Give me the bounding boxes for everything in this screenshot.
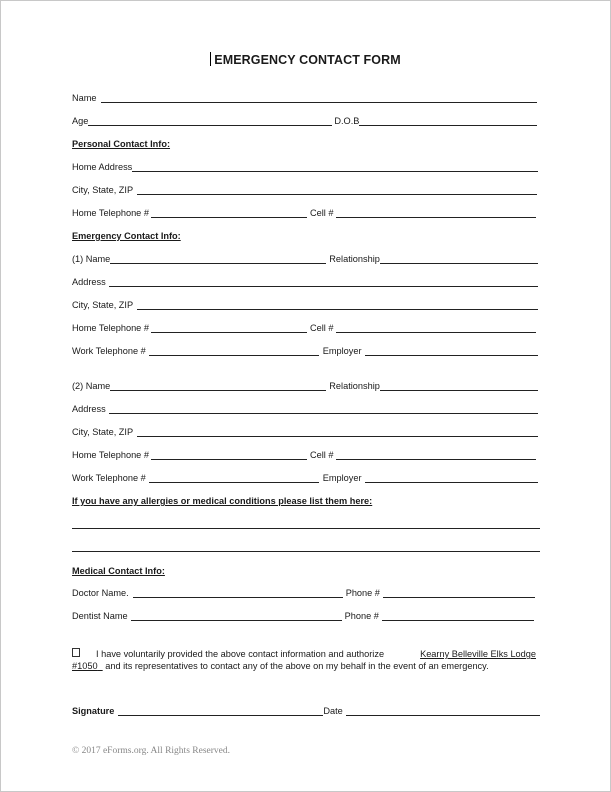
name-field[interactable]: [101, 92, 537, 103]
contact1-work-tel-field[interactable]: [149, 345, 319, 356]
contact2-relationship-field[interactable]: [380, 380, 538, 391]
authorization-org-underline-pad: [98, 661, 103, 671]
authorization-text-line2: [72, 660, 540, 672]
contact2-work-tel-field[interactable]: [149, 472, 319, 483]
emergency-heading: Emergency Contact Info:: [72, 231, 181, 241]
home-tel-field[interactable]: [151, 207, 307, 218]
contact1-relationship-label: Relationship: [329, 254, 380, 264]
contact2-city-field[interactable]: [137, 426, 538, 437]
contact1-cell-label: Cell #: [309, 323, 334, 333]
contact1-relationship-field[interactable]: [380, 253, 538, 264]
home-address-label: Home Address: [72, 162, 133, 172]
home-tel-label: Home Telephone #: [72, 208, 149, 218]
contact1-employer-field[interactable]: [365, 345, 538, 356]
city-label: City, State, ZIP: [72, 185, 134, 195]
authorization-org-line2: #1050: [72, 661, 98, 671]
home-address-row: [72, 159, 540, 173]
contact1-city-label: City, State, ZIP: [72, 300, 134, 310]
dob-field[interactable]: [359, 115, 537, 126]
copyright-footer: © 2017 eForms.org. All Rights Reserved.: [72, 746, 230, 756]
contact2-employer-field[interactable]: [365, 472, 538, 483]
dentist-phone-label: Phone #: [344, 611, 379, 621]
form-title: [0, 52, 611, 67]
contact2-name-row: [72, 378, 540, 392]
allergies-line-1[interactable]: [72, 528, 540, 529]
doctor-label: Doctor Name.: [72, 588, 129, 598]
signature-label: Signature: [72, 706, 115, 716]
contact2-city-row: [72, 424, 540, 438]
medical-heading: Medical Contact Info:: [72, 566, 165, 576]
contact1-name-label: (1) Name: [72, 254, 111, 264]
doctor-phone-field[interactable]: [383, 587, 535, 598]
authorization-text-line1: [96, 648, 536, 660]
authorization-text-after: and its representatives to contact any of the above on my behalf in the event of an emergency.: [105, 661, 489, 671]
cell-field[interactable]: [336, 207, 536, 218]
contact2-relationship-label: Relationship: [329, 381, 380, 391]
age-label: Age: [72, 116, 89, 126]
contact2-phone-row: [72, 447, 540, 461]
contact2-address-label: Address: [72, 404, 106, 414]
contact1-home-tel-label: Home Telephone #: [72, 323, 149, 333]
age-field[interactable]: [88, 115, 332, 126]
contact2-city-label: City, State, ZIP: [72, 427, 134, 437]
contact2-work-tel-label: Work Telephone #: [72, 473, 146, 483]
dentist-field[interactable]: [131, 610, 342, 621]
contact2-cell-label: Cell #: [309, 450, 334, 460]
authorization-checkbox[interactable]: [72, 648, 80, 657]
city-field[interactable]: [137, 184, 537, 195]
allergies-heading: If you have any allergies or medical conditions please list them here:: [72, 496, 373, 506]
age-dob-row: [72, 113, 540, 127]
dentist-phone-field[interactable]: [382, 610, 534, 621]
contact2-name-field[interactable]: [110, 380, 326, 391]
dentist-label: Dentist Name: [72, 611, 128, 621]
contact2-home-tel-label: Home Telephone #: [72, 450, 149, 460]
date-label: Date: [323, 706, 343, 716]
contact1-address-label: Address: [72, 277, 106, 287]
contact1-name-field[interactable]: [110, 253, 326, 264]
signature-row: [72, 703, 540, 717]
contact1-phone-row: [72, 320, 540, 334]
dob-label: D.O.B: [334, 116, 360, 126]
contact1-address-field[interactable]: [109, 276, 538, 287]
date-field[interactable]: [346, 705, 540, 716]
contact1-employer-label: Employer: [322, 346, 362, 356]
contact2-employer-label: Employer: [322, 473, 362, 483]
name-label: Name: [72, 93, 97, 103]
personal-heading: Personal Contact Info:: [72, 139, 171, 149]
contact1-name-row: [72, 251, 540, 265]
title-marker: [210, 52, 211, 66]
signature-field[interactable]: [118, 705, 323, 716]
contact1-home-tel-field[interactable]: [151, 322, 307, 333]
contact2-name-label: (2) Name: [72, 381, 111, 391]
dentist-row: [72, 608, 540, 622]
authorization-text-before: I have voluntarily provided the above contact information and authorize: [96, 649, 385, 659]
name-row: [72, 90, 540, 104]
personal-phone-row: [72, 205, 540, 219]
form-title-text: EMERGENCY CONTACT FORM: [214, 53, 401, 67]
authorization-org-line1: Kearny Belleville Elks Lodge: [420, 649, 536, 659]
contact2-address-row: [72, 401, 540, 415]
doctor-phone-label: Phone #: [345, 588, 380, 598]
home-address-field[interactable]: [132, 161, 538, 172]
doctor-field[interactable]: [133, 587, 343, 598]
allergies-line-2[interactable]: [72, 551, 540, 552]
contact2-cell-field[interactable]: [336, 449, 536, 460]
contact1-city-field[interactable]: [137, 299, 538, 310]
contact1-work-tel-label: Work Telephone #: [72, 346, 146, 356]
city-row: [72, 182, 540, 196]
contact2-address-field[interactable]: [109, 403, 538, 414]
contact2-work-row: [72, 470, 540, 484]
contact1-cell-field[interactable]: [336, 322, 536, 333]
contact2-home-tel-field[interactable]: [151, 449, 307, 460]
doctor-row: [72, 585, 540, 599]
cell-label: Cell #: [309, 208, 334, 218]
contact1-work-row: [72, 343, 540, 357]
contact1-city-row: [72, 297, 540, 311]
contact1-address-row: [72, 274, 540, 288]
